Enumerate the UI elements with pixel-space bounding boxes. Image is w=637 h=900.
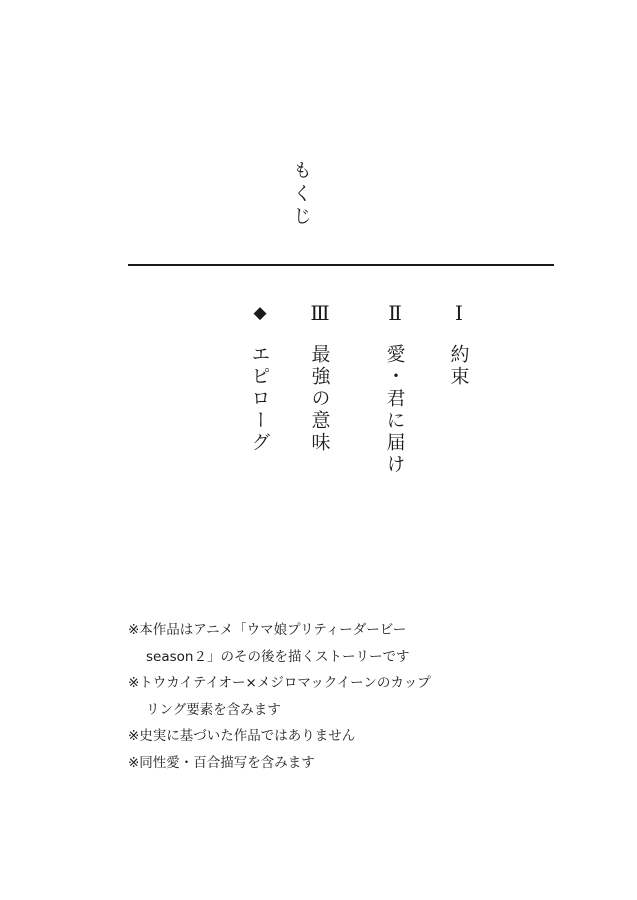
notes (128, 617, 431, 776)
note-line: ※同性愛・百合描写を含みます (128, 754, 315, 771)
toc-title: エピローグ (248, 344, 271, 454)
toc-title: 約束 (447, 344, 470, 388)
toc-number: Ⅲ (310, 301, 330, 325)
toc-title: 最強の意味 (308, 344, 331, 454)
toc-number: Ⅰ (455, 301, 463, 325)
note-line: ※トウカイテイオー×メジロマックイーンのカップ (128, 675, 431, 691)
toc-entry-3 (303, 300, 337, 454)
diamond-icon: ◆ (253, 303, 267, 323)
toc-entry-epilogue (243, 300, 277, 454)
page-title: もくじ (290, 160, 312, 229)
note-line: リング要素を含みます (146, 701, 281, 718)
divider (128, 264, 554, 266)
note-line: ※史実に基づいた作品ではありません (128, 728, 356, 744)
toc-title: 愛・君に届け (383, 344, 406, 476)
note-line: season２」のその後を描くストーリーです (146, 648, 410, 665)
note-line: ※本作品はアニメ「ウマ娘プリティーダービー (128, 622, 407, 638)
toc-entry-1 (442, 300, 476, 388)
toc-entry-2 (378, 300, 412, 476)
toc-number: Ⅱ (388, 301, 402, 325)
